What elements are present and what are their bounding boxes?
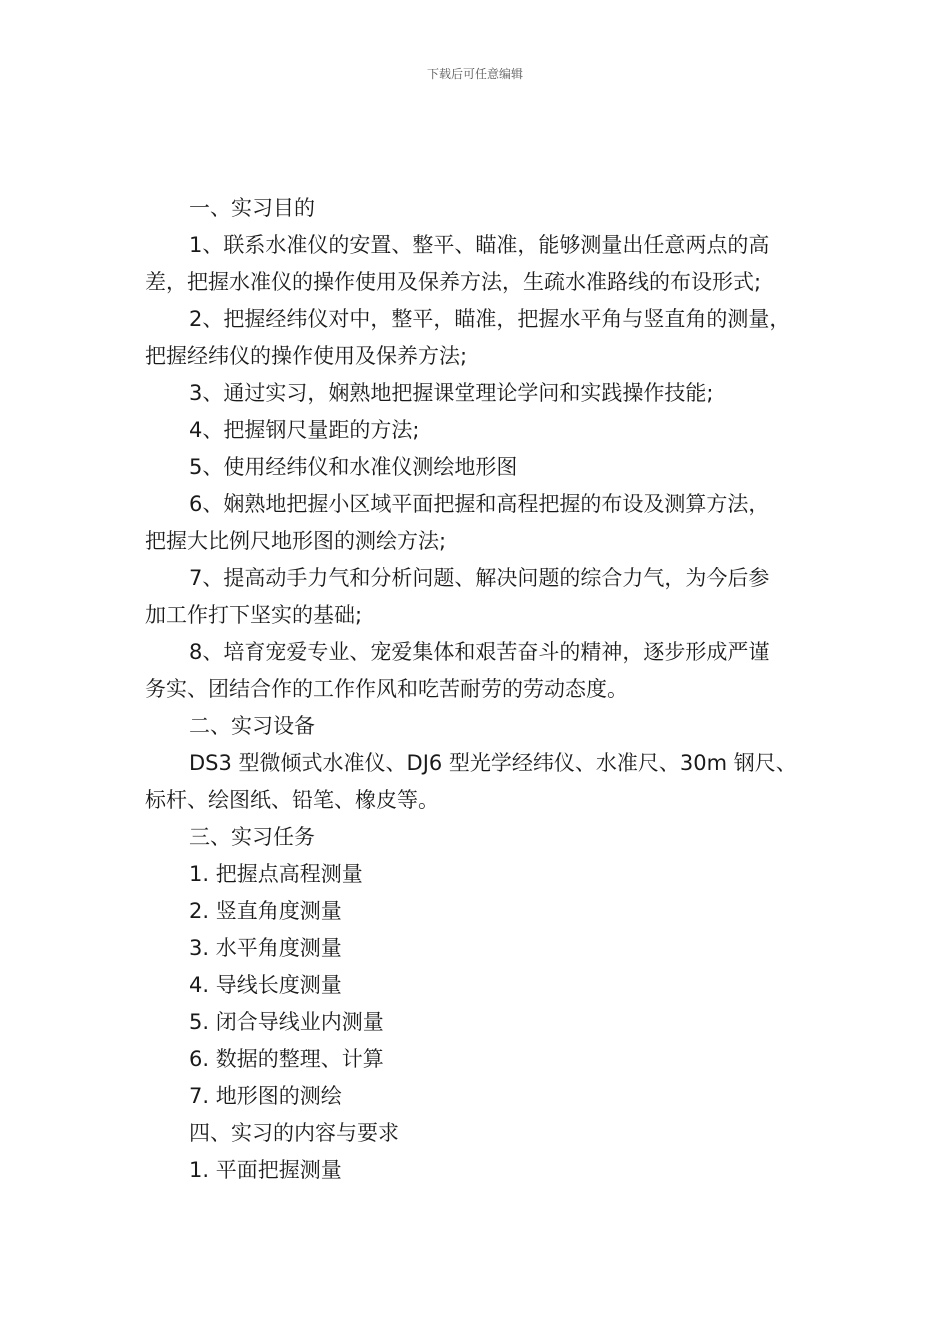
list-item: 6. 数据的整理、计算 [189, 1047, 384, 1071]
paragraph-line: 5、使用经纬仪和水准仪测绘地形图 [189, 455, 518, 479]
paragraph-line: 2、把握经纬仪对中，整平，瞄准，把握水平角与竖直角的测量， [189, 307, 791, 331]
paragraph-line: 7、提高动手力气和分析问题、解决问题的综合力气，为今后参 [189, 566, 770, 590]
list-item: 1. 平面把握测量 [189, 1158, 342, 1182]
section-heading-1: 一、实习目的 [189, 196, 315, 220]
list-item: 1. 把握点高程测量 [189, 862, 363, 886]
paragraph-line: 8、培育宠爱专业、宠爱集体和艰苦奋斗的精神，逐步形成严谨 [189, 640, 770, 664]
list-item: 7. 地形图的测绘 [189, 1084, 342, 1108]
list-item: 2. 竖直角度测量 [189, 899, 342, 923]
list-item: 3. 水平角度测量 [189, 936, 342, 960]
paragraph-line: 3、通过实习，娴熟地把握课堂理论学问和实践操作技能; [189, 381, 714, 405]
paragraph-line: 加工作打下坚实的基础; [145, 603, 363, 627]
paragraph-line: 务实、团结合作的工作作风和吃苦耐劳的劳动态度。 [145, 677, 628, 701]
paragraph-line: 4、把握钢尺量距的方法; [189, 418, 420, 442]
paragraph-line: 1、联系水准仪的安置、整平、瞄准，能够测量出任意两点的高 [189, 233, 770, 257]
paragraph-line: 差，把握水准仪的操作使用及保养方法，生疏水准路线的布设形式; [145, 270, 762, 294]
paragraph-line: 把握大比例尺地形图的测绘方法; [145, 529, 447, 553]
paragraph-line: 把握经纬仪的操作使用及保养方法; [145, 344, 468, 368]
paragraph-line: 标杆、绘图纸、铅笔、橡皮等。 [145, 788, 439, 812]
list-item: 5. 闭合导线业内测量 [189, 1010, 384, 1034]
paragraph-line: DS3 型微倾式水准仪、DJ6 型光学经纬仪、水准尺、30m 钢尺、 [189, 751, 797, 775]
list-item: 4. 导线长度测量 [189, 973, 342, 997]
paragraph-line: 6、娴熟地把握小区域平面把握和高程把握的布设及测算方法， [189, 492, 770, 516]
page-header: 下载后可任意编辑 [426, 67, 523, 81]
section-heading-3: 三、实习任务 [189, 825, 315, 849]
section-heading-4: 四、实习的内容与要求 [189, 1121, 399, 1145]
section-heading-2: 二、实习设备 [189, 714, 315, 738]
document-body [145, 190, 817, 1189]
